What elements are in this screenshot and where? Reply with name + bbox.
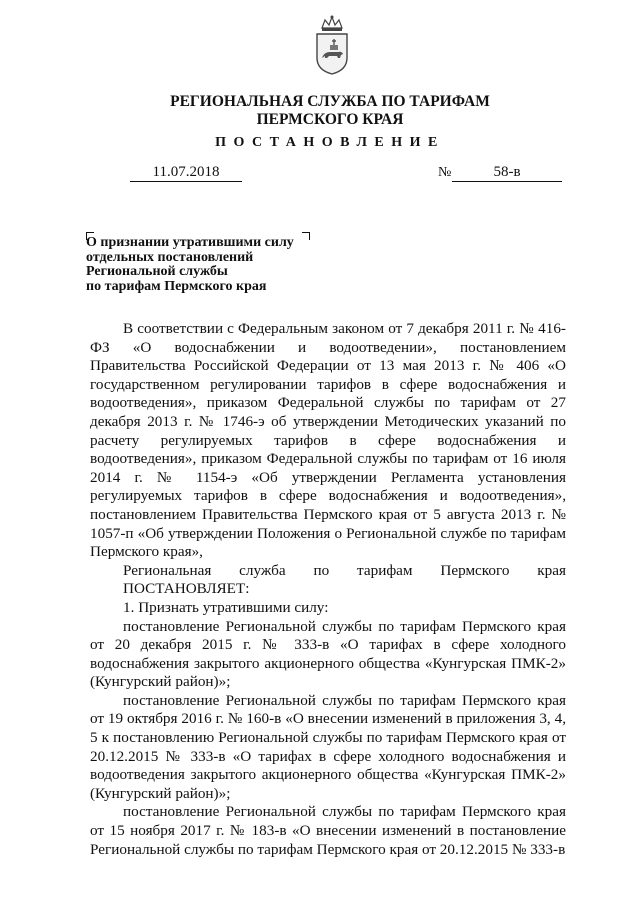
document-date: 11.07.2018 <box>130 163 242 182</box>
organization-title-line1: РЕГИОНАЛЬНАЯ СЛУЖБА ПО ТАРИФАМ <box>170 93 490 110</box>
document-number-label: № <box>438 165 452 180</box>
preamble-paragraph: В соответствии с Федеральным законом от 7 декабря 2011 г. № 416-ФЗ «О водоснабжении и водоотведении», постановлением Правительства Российской Федерации от 13 мая 2013 г. № 406 «О государственном регулировании тарифов в сфере водоснабжения и водоотведения», приказом Федеральной службы по тарифам от 27 декабря 2013 г. № 1746-э об утверждении Методических указаний по расчету регулируемых тарифов в сфере водоснабжения и водоотведения», приказом Федеральной службы по тарифам от 16 июля 2014 г. № 1154-э «Об утверждении Регламента установления регулируемых тарифов в сфере водоснабжения и водоотведения», постановлением Правительства Пермского края от 5 августа 2013 г. № 1057-п «Об утверждении Положения о Региональной службе по тарифам Пермского края», <box>90 320 566 561</box>
repealed-act-paragraph: постановление Региональной службы по тарифам Пермского края от 20 декабря 2015 г. № 333-в «О тарифах в сфере холодного водоснабжения закрытого акционерного общества «Кунгурская ПМК-2» (Кунгурский район)»; <box>90 617 566 691</box>
organization-title-line2: ПЕРМСКОГО КРАЯ <box>256 111 404 128</box>
repealed-act-paragraph: постановление Региональной службы по тарифам Пермского края от 15 ноября 2017 г. № 183-в «О внесении изменений в постановление Региональной службы по тарифам Пермского края от 20.12.2015 № 333-в <box>90 803 566 858</box>
document-body <box>90 320 566 859</box>
document-subject <box>86 236 326 294</box>
subject-line: Региональной службы <box>86 264 228 279</box>
organization-title <box>120 93 540 129</box>
subject-line: по тарифам Пермского края <box>86 278 267 294</box>
resolve-word: ПОСТАНОВЛЯЕТ: <box>123 580 250 598</box>
document-number: 58-в <box>452 163 562 182</box>
document-type: ПОСТАНОВЛЕНИЕ <box>215 135 445 150</box>
subject-line: О признании утратившими силу <box>86 235 294 250</box>
item-1-heading: 1. Признать утратившими силу: <box>123 598 329 616</box>
repealed-act-paragraph: постановление Региональной службы по тарифам Пермского края от 19 октября 2016 г. № 160-в «О внесении изменений в приложения 3, 4, 5 к постановлению Региональной службы по тарифам Пермского края от 20.12.2015 № 333-в «О тарифах в сфере холодного водоснабжения и водоотведения закрытого акционерного общества «Кунгурская ПМК-2» (Кунгурский район)»; <box>90 691 566 802</box>
resolve-line: Региональная служба по тарифам Пермского края <box>123 561 566 579</box>
perm-krai-coat-of-arms-icon <box>314 14 350 76</box>
subject-line: отдельных постановлений <box>86 249 254 265</box>
